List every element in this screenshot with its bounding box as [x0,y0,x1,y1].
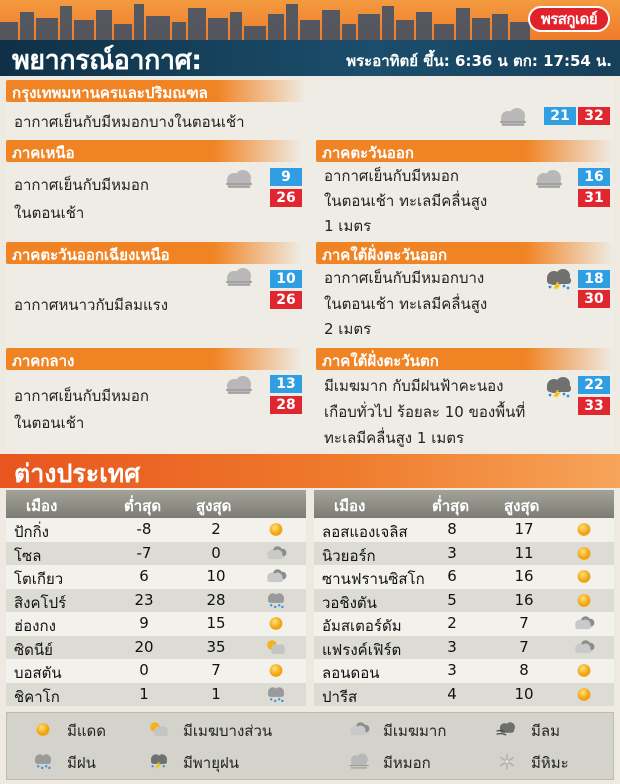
sun-icon [264,661,288,680]
min-temp: 9 [139,614,149,632]
min-temp: 3 [447,661,457,679]
forecast-north-line-1: อากาศเย็นกับมีหมอก [14,176,149,194]
table-row [6,683,306,707]
max-temp-east: 31 [578,189,610,207]
sun-icon [264,520,288,539]
forecast-south-west-line-3: ทะเลมีคลื่นสูง 1 เมตร [324,429,465,447]
legend-label: มีเมฆบางส่วน [183,722,273,740]
max-temp: 15 [206,614,226,632]
legend-label: มีพายุฝน [183,754,240,772]
city-name: อัมสเตอร์ดัม [322,617,402,635]
header-max: สูงสุด [504,497,540,515]
forecast-south-west-line-1: มีเมฆมาก กับมีฝนฟ้าคะนอง [324,377,504,395]
legend-item-windy [495,719,560,743]
header-city: เมือง [26,497,58,515]
max-temp: 0 [211,543,221,562]
max-temp-south-east: 30 [578,290,610,308]
region-bar-south-west: ภาคใต้ฝั่งตะวันตก [316,348,614,370]
sun-icon [31,720,61,742]
city-name: แฟรงค์เฟิร์ต [322,640,402,659]
weather-legend [6,712,614,780]
city-name: โตเกียว [14,570,64,588]
foreign-section-title: ต่างประเทศ [14,459,141,488]
legend-item-storm [147,751,239,775]
table-header [314,490,614,518]
table-row [6,636,306,660]
cloudy-icon [347,720,377,742]
max-temp: 7 [211,661,221,679]
sun-icon [572,591,596,610]
max-temp: 16 [514,567,534,585]
city-name: บอสตัน [14,664,62,682]
legend-label: มีเมฆมาก [383,722,447,740]
min-temp-east: 16 [578,168,610,186]
max-temp-north: 26 [270,189,302,207]
min-temp: 0 [139,661,149,679]
min-temp: 4 [447,684,457,703]
table-header [6,490,306,518]
forecast-central-line-1: อากาศเย็นกับมีหมอก [14,387,149,405]
header-min: ต่ำสุด [124,497,162,515]
header-city: เมือง [334,497,366,515]
snow-icon [495,752,525,774]
max-temp: 35 [206,637,226,656]
cloudy-icon [572,638,596,657]
region-bar-east: ภาคตะวันออก [316,140,614,162]
max-temp-northeast: 26 [270,291,302,309]
table-row [6,518,306,542]
page-title: พยากรณ์อากาศ: [12,45,202,76]
cloudy-icon [264,544,288,563]
min-temp: 20 [134,637,154,656]
city-name: ซิดนีย์ [14,640,53,659]
city-name: ลอสแองเจลิส [322,523,408,541]
forecast-north-line-2: ในตอนเช้า [14,204,85,222]
city-name: ปักกิ่ง [14,523,50,541]
min-temp: 8 [447,520,457,538]
max-temp-bangkok: 32 [578,107,610,125]
forecast-south-east-line-3: 2 เมตร [324,320,372,338]
max-temp: 7 [519,614,529,632]
legend-item-rain [31,751,96,775]
sun-icon [572,685,596,704]
forecast-bangkok: อากาศเย็นกับมีหมอกบางในตอนเช้า [14,113,245,131]
table-row [314,589,614,613]
fog-icon [496,106,530,128]
city-name: ฮ่องกง [14,617,56,635]
foreign-table-right [314,490,614,706]
fog-icon [347,752,377,774]
header-max: สูงสุด [196,497,232,515]
city-name: ซานฟรานซิสโก [322,570,425,588]
partly-cloudy-icon [264,638,288,657]
min-temp: 3 [447,543,457,562]
forecast-south-east-line-1: อากาศเย็นกับมีหมอกบาง [324,269,485,287]
min-temp: 5 [447,590,457,609]
storm-icon [542,376,576,398]
header-min: ต่ำสุด [432,497,470,515]
min-temp: 3 [447,637,457,656]
region-bar-north: ภาคเหนือ [6,140,302,162]
fog-icon [222,374,256,396]
legend-item-cloudy [347,719,446,743]
partly-cloudy-icon [147,720,177,742]
max-temp-south-west: 33 [578,397,610,415]
max-temp: 16 [514,590,534,609]
min-temp: 2 [447,614,457,632]
cloudy-icon [572,614,596,633]
min-temp-northeast: 10 [270,270,302,288]
table-row [314,518,614,542]
fog-icon [222,168,256,190]
forecast-south-west-line-2: เกือบทั่วไป ร้อยละ 10 ของพื้นที่ [324,403,526,421]
min-temp: 1 [139,684,149,703]
legend-label: มีหมอก [383,754,431,772]
table-row [314,542,614,566]
max-temp: 11 [514,543,534,562]
forecast-east-line-3: 1 เมตร [324,217,372,235]
forecast-south-east-line-2: ในตอนเช้า ทะเลมีคลื่นสูง [324,295,488,313]
fog-icon [532,168,566,190]
table-row [314,683,614,707]
min-temp: 6 [447,567,457,585]
city-name: นิวยอร์ก [322,546,376,565]
sun-icon [572,661,596,680]
region-bar-central: ภาคกลาง [6,348,302,370]
table-row [314,636,614,660]
storm-icon [542,268,576,290]
legend-label: มีฝน [67,754,96,772]
forecast-northeast-line-1: อากาศหนาวกับมีลมแรง [14,296,169,314]
min-temp: -7 [136,543,152,562]
table-row [314,659,614,683]
max-temp: 10 [206,567,226,585]
legend-item-sunny [31,719,106,743]
sunrise-sunset-times: พระอาทิตย์ ขึ้น: 6:36 น ตก: 17:54 น. [346,52,612,70]
table-row [6,659,306,683]
rain-icon [264,591,288,610]
forecast-east-line-2: ในตอนเช้า ทะเลมีคลื่นสูง [324,192,488,210]
forecast-central-line-2: ในตอนเช้า [14,414,85,432]
min-temp-south-east: 18 [578,270,610,288]
city-name: ปารีส [322,687,358,706]
city-name: โซล [14,546,42,565]
storm-icon [147,752,177,774]
min-temp-south-west: 22 [578,376,610,394]
region-bar-south-east: ภาคใต้ฝั่งตะวันออก [316,242,614,264]
min-temp: -8 [136,520,152,538]
region-bar-bangkok: กรุงเทพมหานครและปริมณฑล [6,80,306,102]
region-bar-northeast: ภาคตะวันออกเฉียงเหนือ [6,242,302,264]
foreign-table-left [6,490,306,706]
max-temp: 2 [211,520,221,538]
max-temp: 7 [519,637,529,656]
max-temp: 10 [514,684,534,703]
max-temp: 1 [211,684,221,703]
min-temp-north: 9 [270,168,302,186]
wind-icon [495,720,525,742]
min-temp-central: 13 [270,375,302,393]
max-temp: 17 [514,520,534,538]
city-name: วอชิงตัน [322,593,377,612]
table-row [314,612,614,636]
max-temp: 28 [206,590,226,609]
fog-icon [222,266,256,288]
legend-label: มีลม [531,722,560,740]
cloudy-icon [264,567,288,586]
sun-icon [572,567,596,586]
min-temp-bangkok: 21 [544,107,576,125]
sun-icon [572,520,596,539]
table-row [6,612,306,636]
legend-item-partly-cloudy [147,719,272,743]
table-row [6,565,306,589]
header [0,0,620,76]
legend-label: มีแดด [67,722,107,740]
city-name: ลอนดอน [322,664,380,682]
legend-item-snow [495,751,569,775]
table-row [6,589,306,613]
brand-logo: พรสกูเดย์ [528,6,610,32]
sun-icon [264,614,288,633]
min-temp: 23 [134,590,154,609]
rain-icon [31,752,61,774]
table-row [6,542,306,566]
sun-icon [572,544,596,563]
city-name: ชิคาโก [14,687,60,706]
table-row [314,565,614,589]
min-temp: 6 [139,567,149,585]
max-temp: 8 [519,661,529,679]
forecast-east-line-1: อากาศเย็นกับมีหมอก [324,167,459,185]
max-temp-central: 28 [270,396,302,414]
legend-label: มีหิมะ [531,754,569,772]
legend-item-fog [347,751,431,775]
city-name: สิงคโปร์ [14,593,67,612]
rain-icon [264,685,288,704]
